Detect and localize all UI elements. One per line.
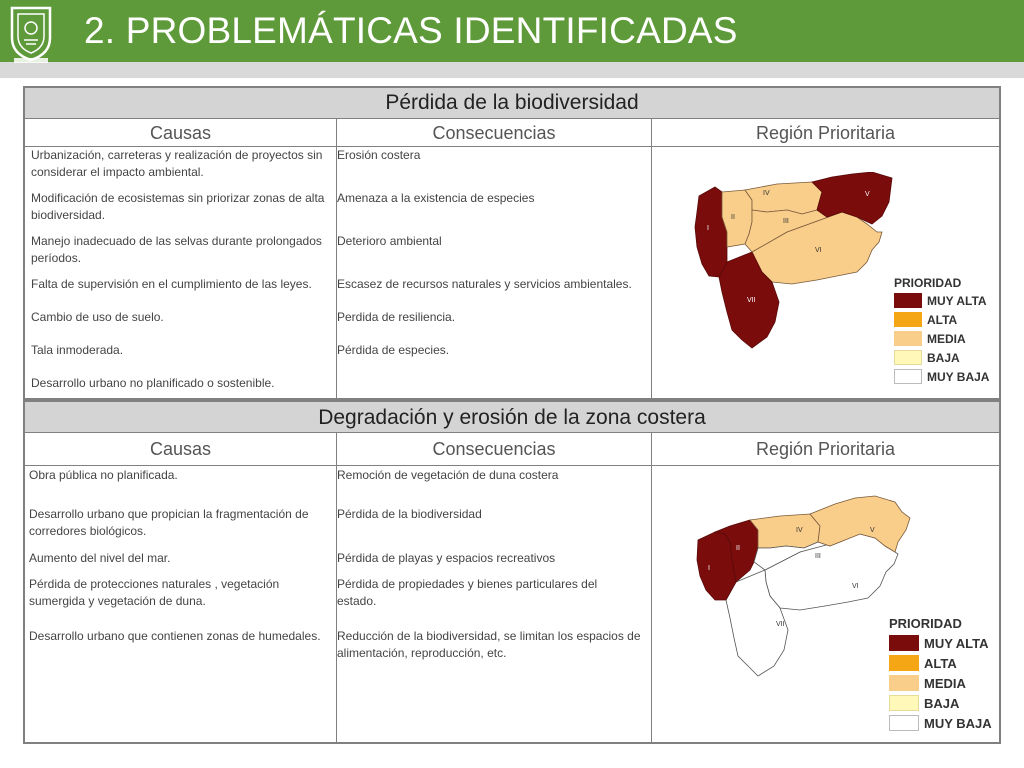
- section-title: Degradación y erosión de la zona costera: [25, 402, 999, 433]
- legend-swatch: [889, 715, 919, 731]
- emblem-logo: [6, 4, 56, 64]
- column-divider: [651, 433, 652, 742]
- legend-swatch: [894, 369, 922, 384]
- consecuencia-item: Remoción de vegetación de duna costera: [337, 468, 559, 482]
- legend-swatch: [894, 331, 922, 346]
- causa-item: Tala inmoderada.: [31, 343, 124, 357]
- legend-item: [889, 635, 992, 651]
- region-label-iv: IV: [796, 527, 803, 534]
- causa-item: Obra pública no planificada.: [29, 468, 178, 482]
- legend-label: MUY ALTA: [927, 293, 987, 308]
- consecuencia-item: Pérdida de la biodiversidad: [337, 507, 482, 521]
- legend-item: [894, 350, 989, 365]
- legend-label: MUY BAJA: [927, 369, 990, 384]
- region-label-vi: VI: [852, 583, 859, 590]
- legend-swatch: [889, 695, 919, 711]
- consecuencia-item: Perdida de resiliencia.: [337, 310, 456, 324]
- region-label-ii: II: [731, 214, 735, 221]
- region-iv-shape: [745, 182, 822, 214]
- consecuencia-item: Erosión costera: [337, 148, 421, 162]
- legend-label: MEDIA: [927, 331, 966, 346]
- region-label-iii: III: [783, 218, 789, 225]
- col-causas: Causas: [149, 439, 212, 459]
- region-label-vi: VI: [815, 247, 822, 254]
- region-label-i: I: [708, 565, 710, 572]
- region-label-v: V: [865, 191, 870, 198]
- legend-item: [894, 312, 989, 327]
- column-headers: [25, 119, 999, 147]
- region-label-iv: IV: [763, 190, 770, 197]
- region-map: [670, 490, 920, 695]
- section-coastal-erosion: [23, 400, 1001, 744]
- legend-label: ALTA: [924, 655, 957, 671]
- causa-item: Cambio de uso de suelo.: [31, 310, 164, 324]
- legend-label: BAJA: [924, 695, 960, 711]
- legend-label: MUY ALTA: [924, 635, 989, 651]
- col-consecuencias: Consecuencias: [432, 123, 556, 143]
- region-label-v: V: [870, 527, 875, 534]
- legend-label: MEDIA: [924, 675, 966, 691]
- causa-item: Pérdida de protecciones naturales , vegetación sumergida y vegetación de duna.: [29, 577, 280, 608]
- section-title: Pérdida de la biodiversidad: [25, 88, 999, 119]
- col-region: Región Prioritaria: [755, 123, 896, 143]
- consecuencia-item: Pérdida de playas y espacios recreativos: [337, 551, 556, 565]
- causa-item: Falta de supervisión en el cumplimiento de las leyes.: [31, 277, 312, 291]
- legend-swatch: [889, 635, 919, 651]
- region-label-ii: II: [736, 545, 740, 552]
- region-label-vii: VII: [776, 621, 785, 628]
- legend-item: [894, 331, 989, 346]
- consecuencia-item: Reducción de la biodiversidad, se limitan los espacios de alimentación, reproducción, etc.: [337, 629, 641, 660]
- region-iv-shape: [750, 514, 820, 548]
- causa-item: Desarrollo urbano que contienen zonas de humedales.: [29, 629, 321, 643]
- legend-item: [889, 715, 992, 731]
- header-stripe: [0, 62, 1024, 78]
- causa-item: Desarrollo urbano que propician la fragmentación de corredores biológicos.: [29, 507, 309, 538]
- legend-swatch: [889, 675, 919, 691]
- legend-swatch: [894, 312, 922, 327]
- causa-item: Modificación de ecosistemas sin priorizar zonas de alta biodiversidad.: [31, 191, 325, 222]
- consecuencia-item: Amenaza a la existencia de especies: [337, 191, 535, 205]
- region-label-i: I: [707, 225, 709, 232]
- region-map: [667, 172, 897, 357]
- region-label-vii: VII: [747, 297, 756, 304]
- legend-label: MUY BAJA: [924, 715, 992, 731]
- legend-item: [889, 695, 992, 711]
- col-consecuencias: Consecuencias: [432, 439, 556, 459]
- causa-item: Aumento del nivel del mar.: [29, 551, 171, 565]
- region-label-iii: III: [815, 553, 821, 560]
- consecuencia-item: Pérdida de especies.: [337, 343, 450, 357]
- section-biodiversity: [23, 86, 1001, 400]
- causa-item: Desarrollo urbano no planificado o sostenible.: [31, 376, 275, 390]
- legend-title: PRIORIDAD: [894, 276, 962, 290]
- legend-swatch: [894, 293, 922, 308]
- consecuencia-item: Deterioro ambiental: [337, 234, 442, 248]
- legend-item: [894, 369, 989, 384]
- col-causas: Causas: [149, 123, 212, 143]
- legend-item: [894, 293, 989, 308]
- legend-label: BAJA: [927, 350, 960, 365]
- column-divider: [651, 119, 652, 398]
- consecuencia-item: Escasez de recursos naturales y servicios ambientales.: [337, 277, 632, 291]
- page-title: 2. PROBLEMÁTICAS IDENTIFICADAS: [84, 10, 738, 51]
- legend-item: [889, 655, 992, 671]
- priority-legend: [889, 616, 992, 731]
- legend-title: PRIORIDAD: [889, 616, 962, 631]
- causa-item: Urbanización, carreteras y realización de proyectos sin considerar el impacto ambiental.: [31, 148, 323, 179]
- consecuencia-item: Pérdida de propiedades y bienes particulares del estado.: [337, 577, 598, 608]
- causa-item: Manejo inadecuado de las selvas durante prolongados períodos.: [31, 234, 322, 265]
- legend-swatch: [894, 350, 922, 365]
- col-region: Región Prioritaria: [755, 439, 896, 459]
- column-headers: [25, 433, 999, 466]
- priority-legend: [894, 276, 989, 384]
- legend-label: ALTA: [927, 312, 958, 327]
- legend-item: [889, 675, 992, 691]
- legend-swatch: [889, 655, 919, 671]
